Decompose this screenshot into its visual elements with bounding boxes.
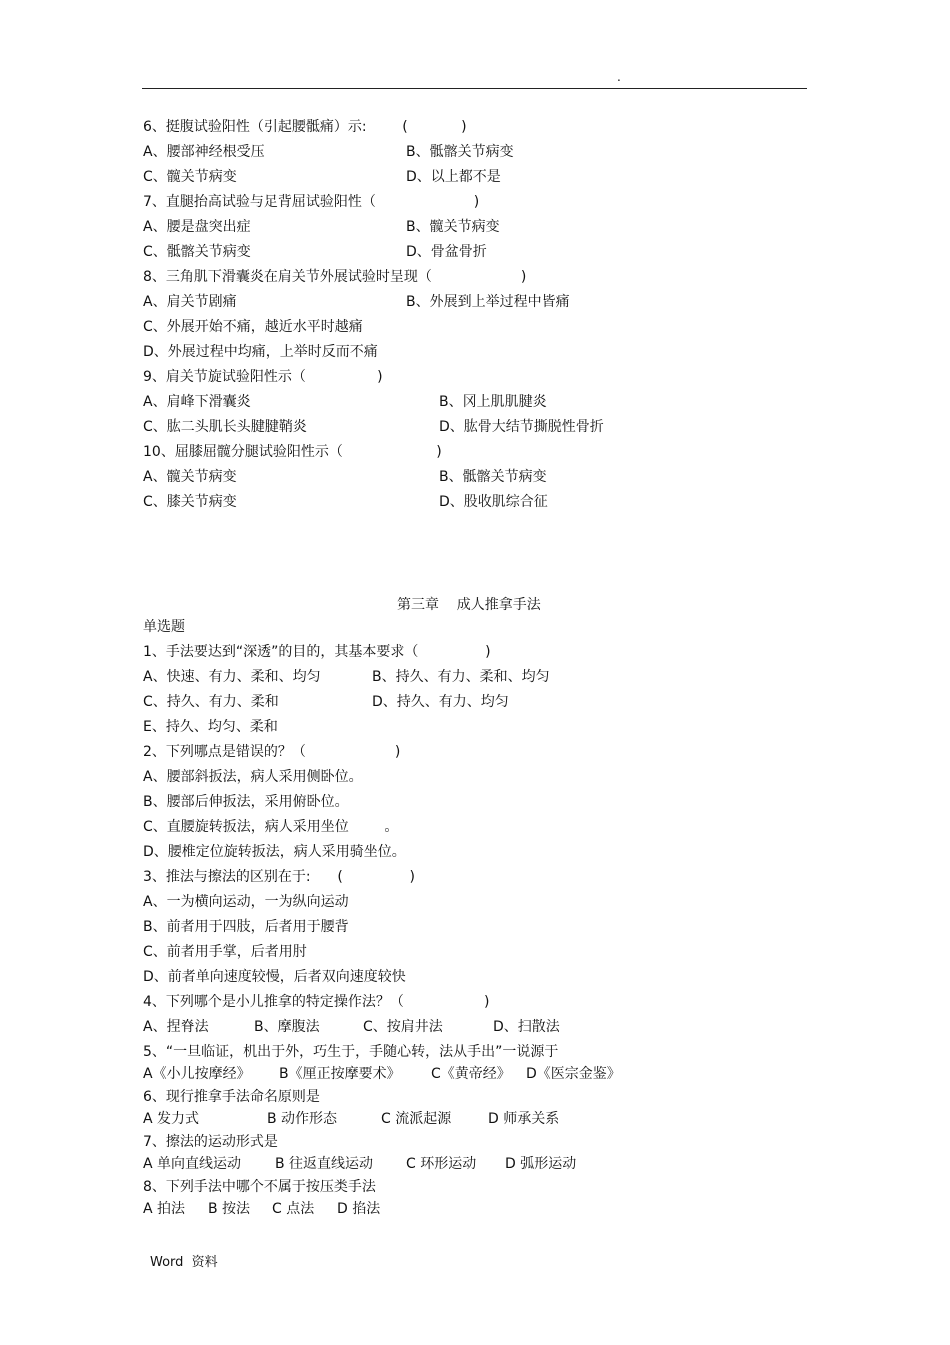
line-text: 6、挺腹试验阳性（引起腰骶痛）示: ( ) <box>143 119 467 135</box>
line-text: 9、肩关节旋试验阳性示（ ) <box>143 369 383 385</box>
line-text: 单选题 <box>143 619 185 635</box>
header-dot: . <box>617 70 621 84</box>
option-text: D、肱骨大结节撕脱性骨折 <box>439 419 604 435</box>
line-text: 3、推法与擦法的区别在于: ( ) <box>143 869 416 885</box>
option-text: D、以上都不是 <box>406 169 501 185</box>
line-text: A、腰部神经根受压 <box>143 144 265 160</box>
line-text: A、髋关节病变 <box>143 469 237 485</box>
line-text: A、肩峰下滑囊炎 <box>143 394 251 410</box>
line-text: C、持久、有力、柔和 <box>143 694 279 710</box>
line-text: 7、擦法的运动形式是 <box>143 1134 278 1150</box>
line-text: 8、三角肌下滑囊炎在肩关节外展试验时呈现（ ) <box>143 269 527 285</box>
line-text: C、膝关节病变 <box>143 494 237 510</box>
option-text: B《厘正按摩要术》 <box>279 1066 401 1082</box>
line-text: A 发力式 <box>143 1111 200 1127</box>
line-text: C、骶髂关节病变 <box>143 244 251 260</box>
option-text: D《医宗金鉴》 <box>526 1066 621 1082</box>
option-text: C《黄帝经》 <box>431 1066 511 1082</box>
chapter-title: 第三章 成人推拿手法 <box>397 597 541 613</box>
option-text: B、外展到上举过程中皆痛 <box>406 294 570 310</box>
page-footer: Word 资料 <box>150 1255 218 1270</box>
line-text: 5、“一旦临证，机出于外，巧生于，手随心转，法从手出”一说源于 <box>143 1044 559 1060</box>
line-text: 6、现行推拿手法命名原则是 <box>143 1089 320 1105</box>
option-text: D、骨盆骨折 <box>406 244 487 260</box>
line-text: C、髋关节病变 <box>143 169 237 185</box>
line-text: A 拍法 <box>143 1201 186 1217</box>
option-text: D 师承关系 <box>488 1111 560 1127</box>
option-text: B、持久、有力、柔和、均匀 <box>372 669 550 685</box>
line-text: C、直腰旋转扳法，病人采用坐位 。 <box>143 819 399 835</box>
line-text: C、前者用手掌，后者用肘 <box>143 944 307 960</box>
line-text: A、腰部斜扳法，病人采用侧卧位。 <box>143 769 363 785</box>
line-text: C、外展开始不痛，越近水平时越痛 <box>143 319 363 335</box>
line-text: B、前者用于四肢，后者用于腰背 <box>143 919 349 935</box>
option-text: D、持久、有力、均匀 <box>372 694 509 710</box>
line-text: A、捏脊法 <box>143 1019 209 1035</box>
option-text: C、按肩井法 <box>363 1019 443 1035</box>
option-text: B、摩腹法 <box>254 1019 320 1035</box>
option-text: D 掐法 <box>337 1201 381 1217</box>
line-text: 2、下列哪点是错误的？（ ) <box>143 744 401 760</box>
line-text: A、一为横向运动，一为纵向运动 <box>143 894 349 910</box>
line-text: A、腰是盘突出症 <box>143 219 251 235</box>
option-text: B 按法 <box>208 1201 251 1217</box>
line-text: 10、屈膝屈髋分腿试验阳性示（ ) <box>143 444 442 460</box>
line-text: A《小儿按摩经》 <box>143 1066 251 1082</box>
option-text: B、骶髂关节病变 <box>406 144 514 160</box>
line-text: D、前者单向速度较慢，后者双向速度较快 <box>143 969 406 985</box>
option-text: C 点法 <box>272 1201 315 1217</box>
line-text: 4、下列哪个是小儿推拿的特定操作法？（ ) <box>143 994 490 1010</box>
header-rule <box>142 88 807 89</box>
line-text: B、腰部后伸扳法，采用俯卧位。 <box>143 794 349 810</box>
option-text: D、股收肌综合征 <box>439 494 548 510</box>
line-text: E、持久、均匀、柔和 <box>143 719 278 735</box>
option-text: B 往返直线运动 <box>275 1156 374 1172</box>
line-text: A 单向直线运动 <box>143 1156 242 1172</box>
line-text: A、快速、有力、柔和、均匀 <box>143 669 321 685</box>
option-text: B、髋关节病变 <box>406 219 500 235</box>
option-text: B、骶髂关节病变 <box>439 469 547 485</box>
option-text: B 动作形态 <box>267 1111 338 1127</box>
option-text: C 流派起源 <box>381 1111 452 1127</box>
line-text: 7、直腿抬高试验与足背屈试验阳性（ ) <box>143 194 480 210</box>
line-text: 1、手法要达到“深透”的目的，其基本要求（ ) <box>143 644 491 660</box>
line-text: A、肩关节剧痛 <box>143 294 237 310</box>
option-text: D、扫散法 <box>493 1019 560 1035</box>
line-text: D、外展过程中均痛，上举时反而不痛 <box>143 344 378 360</box>
option-text: B、冈上肌肌腱炎 <box>439 394 547 410</box>
option-text: C 环形运动 <box>406 1156 477 1172</box>
option-text: D 弧形运动 <box>505 1156 577 1172</box>
line-text: D、腰椎定位旋转扳法，病人采用骑坐位。 <box>143 844 406 860</box>
line-text: 8、下列手法中哪个不属于按压类手法 <box>143 1179 376 1195</box>
line-text: C、肱二头肌长头腱腱鞘炎 <box>143 419 307 435</box>
